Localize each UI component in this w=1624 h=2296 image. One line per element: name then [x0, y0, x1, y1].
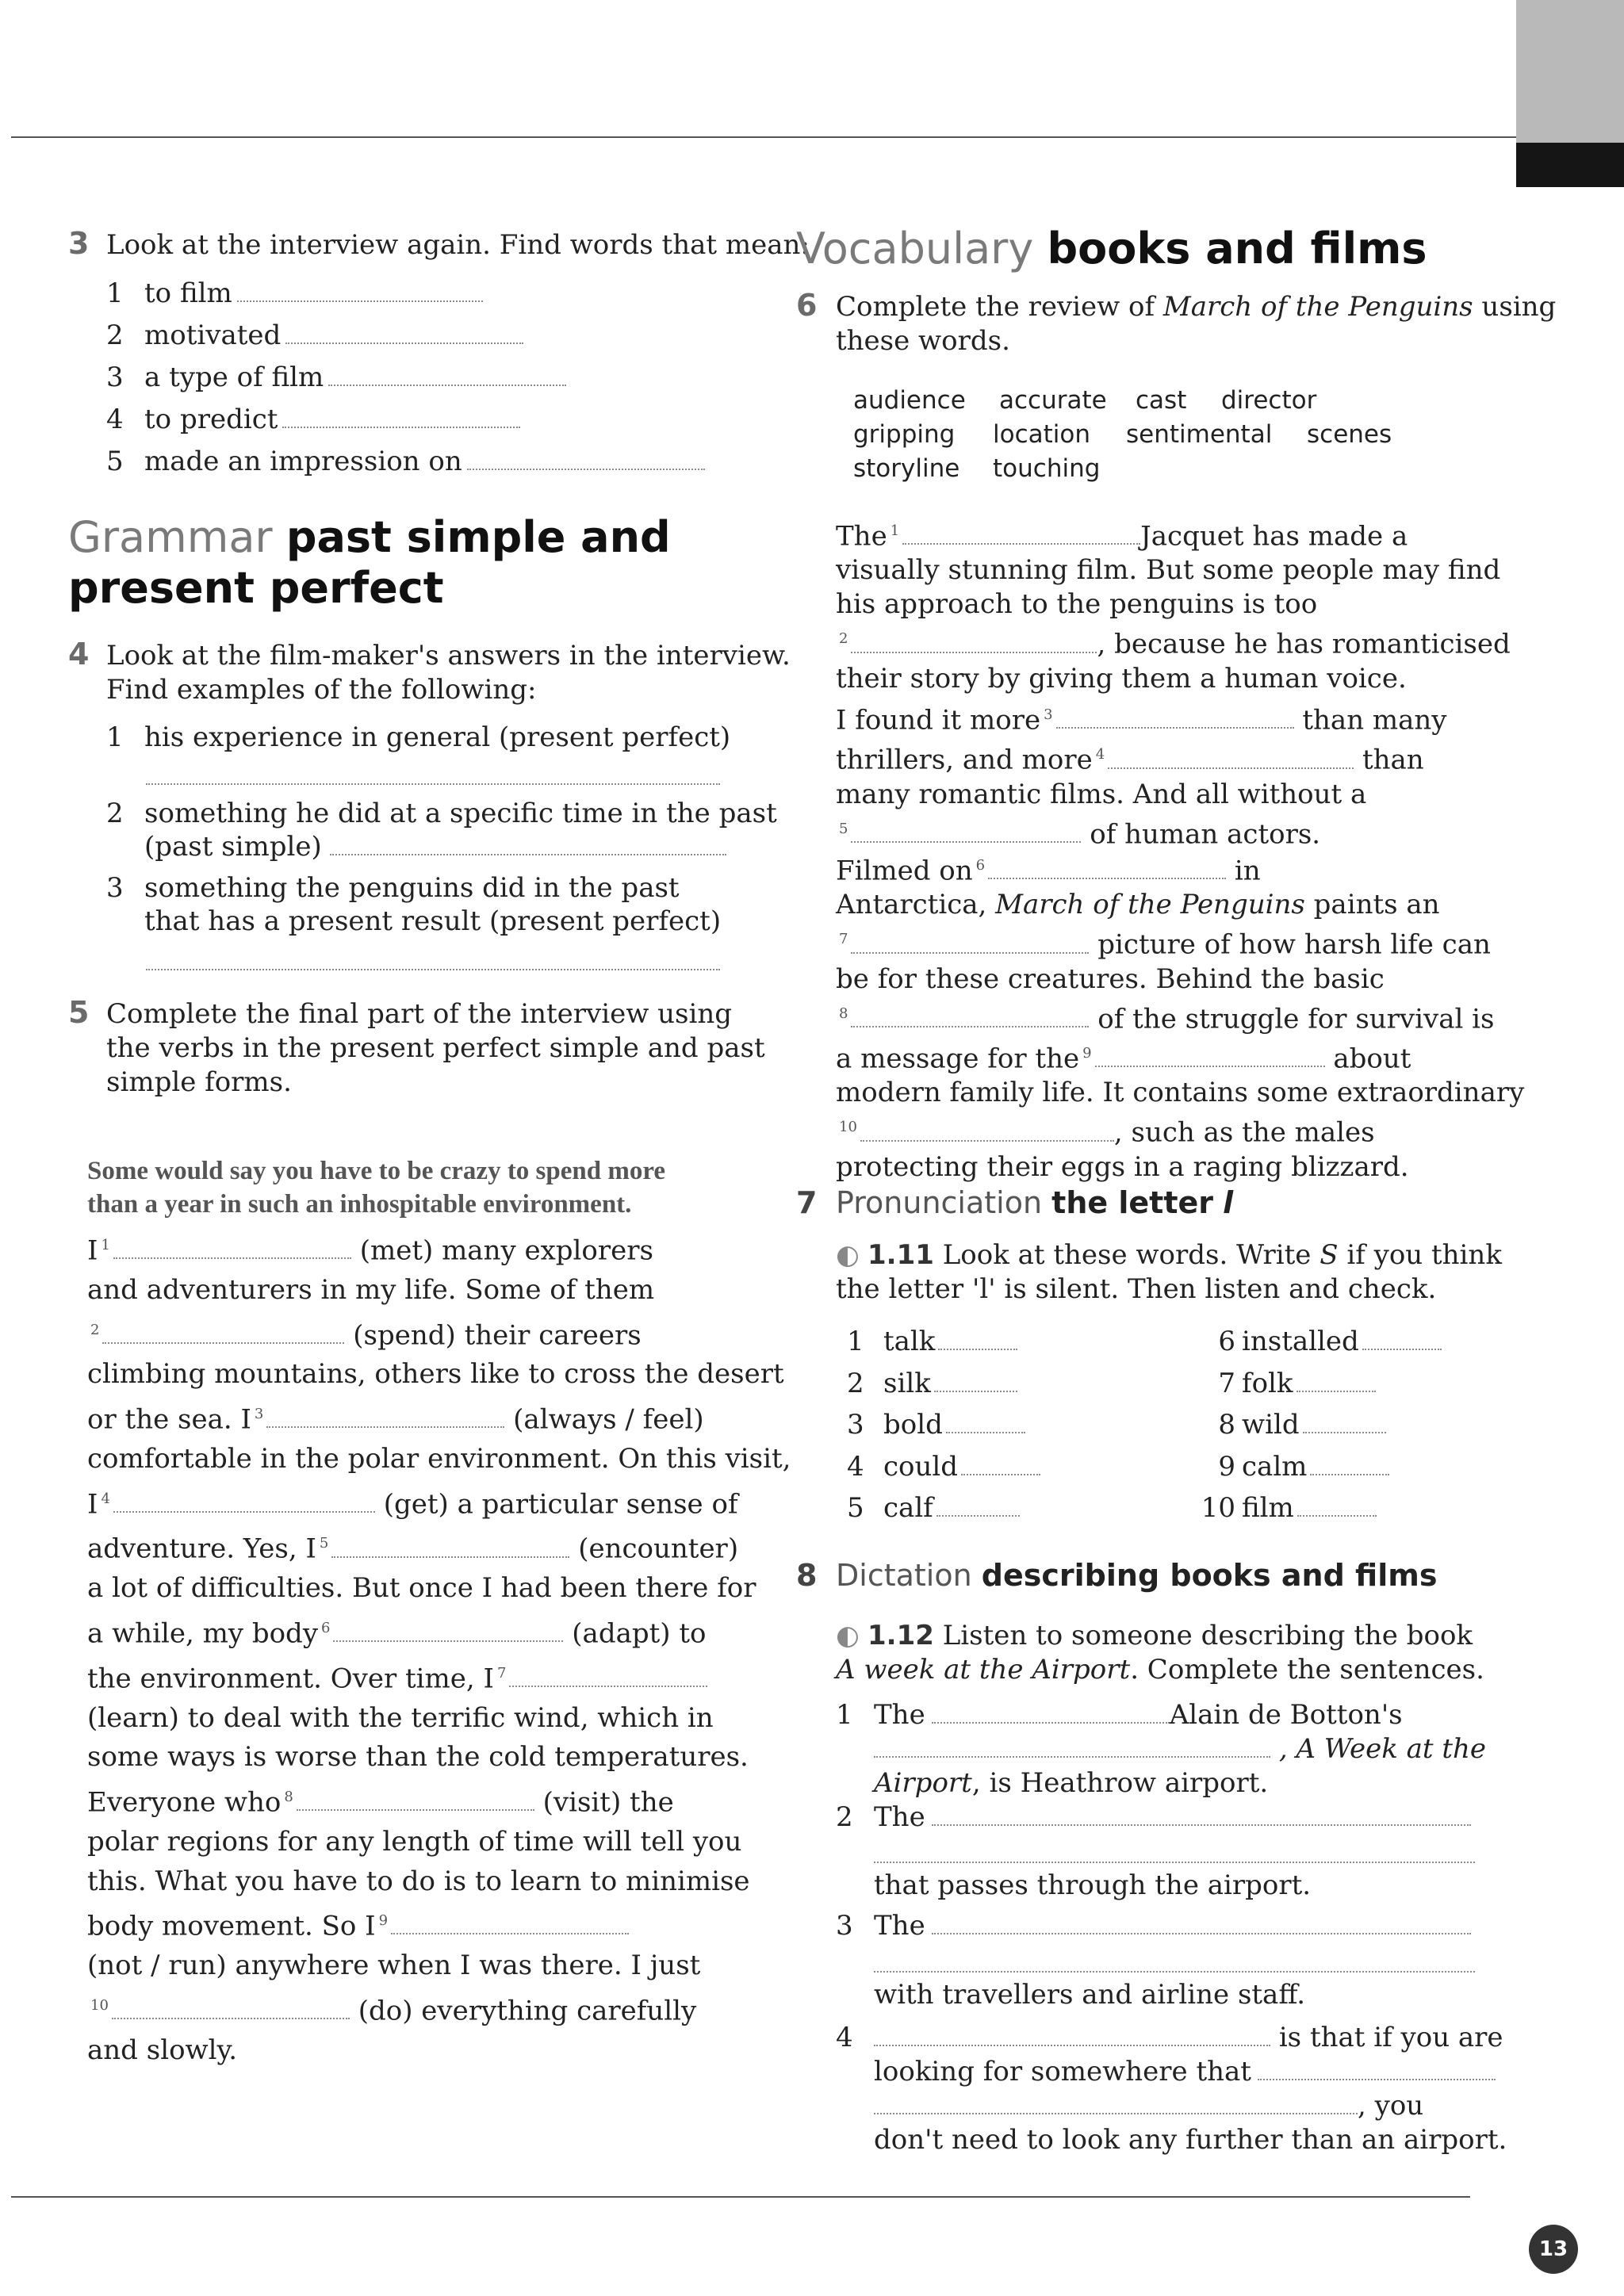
answer-line[interactable] [146, 783, 720, 785]
question-line2: than a year in such an inhospitable environment. [87, 1190, 632, 1219]
interview-question [87, 1154, 665, 1221]
ex3-item-number: 5 [106, 446, 124, 477]
ex3-item-text: a type of film [144, 362, 324, 393]
ex7-left-list [847, 1321, 1040, 1529]
answer-blank[interactable] [1297, 1494, 1377, 1517]
page-number-badge [1529, 2225, 1578, 2274]
answer-line-13: some ways is worse than the cold temperatures. [87, 1741, 749, 1774]
answer-line-17: body movement. So I $^9$ [87, 1901, 745, 1946]
answer-blank[interactable] [282, 406, 520, 428]
ex3-instruction-text: Look at the interview again. Find words that mean: [106, 229, 810, 261]
answer-line[interactable] [874, 1862, 1475, 1863]
answer-line-18: (not / run) anywhere when I was there. I just [87, 1950, 701, 1982]
gap-9[interactable] [391, 1912, 629, 1934]
ex4-item-2-cont [144, 831, 726, 863]
gap-1[interactable] [113, 1237, 351, 1259]
answer-line-7: I $^4$ (get) a particular sense of [87, 1487, 738, 1520]
ex4-instruction-line2: Find examples of the following: [106, 674, 537, 706]
ex5-line1: Complete the final part of the interview using [106, 998, 733, 1030]
ex7-right-list [1185, 1321, 1442, 1529]
gap-10[interactable] [860, 1119, 1114, 1142]
word-item: 3 bold [847, 1404, 1040, 1446]
gap-3[interactable] [1056, 706, 1294, 729]
ex7-heading: 7 Pronunciation the letter l [796, 1185, 1234, 1220]
answer-line-14: Everyone who $^8$ (visit) the [87, 1786, 674, 1819]
grammar-heading [68, 512, 671, 614]
word-item: 9 calm [1185, 1446, 1442, 1488]
gap-7[interactable] [851, 932, 1089, 954]
answer-blank[interactable] [328, 364, 566, 386]
ex3-item-1 [106, 277, 483, 309]
ex7-line2: the letter 'l' is silent. Then listen and check. [836, 1273, 1437, 1305]
ex4-item-2 [106, 798, 777, 829]
word-item: 2 silk [847, 1363, 1040, 1405]
answer-blank[interactable] [874, 2092, 1358, 2114]
answer-line-15: polar regions for any length of time will tell you [87, 1825, 742, 1858]
sentence-1-line2: , A Week at the [874, 1732, 1486, 1766]
question-line1: Some would say you have to be crazy to spend more [87, 1157, 666, 1185]
word-item: 10 film [1185, 1487, 1442, 1529]
ex4-instruction [68, 637, 791, 707]
answer-blank[interactable] [237, 280, 483, 302]
gap-1[interactable] [902, 522, 1140, 545]
word-item: 1 talk [847, 1321, 1040, 1363]
top-rule [11, 136, 1518, 138]
answer-line-12: (learn) to deal with the terrific wind, which in [87, 1701, 714, 1734]
answer-blank[interactable] [330, 833, 726, 855]
ex6-line2: these words. [836, 325, 1010, 357]
gap-6[interactable] [333, 1620, 563, 1642]
answer-line-19: $^{10}$ (do) everything carefully [90, 1994, 697, 2026]
corner-tab-grey [1516, 0, 1624, 143]
answer-blank[interactable] [1362, 1328, 1442, 1350]
page-number: 13 [1538, 2237, 1568, 2261]
answer-blank[interactable] [932, 1804, 1471, 1826]
ex8-instruction: ◐ 1.12 Listen to someone describing the book A week at the Airport. Complete the sentences. [836, 1620, 1484, 1686]
answer-line[interactable] [874, 1971, 1475, 1973]
ex4-item-3-cont [144, 905, 721, 937]
ex3-item-3 [106, 362, 566, 393]
word-item: 4 could [847, 1446, 1040, 1488]
gap-4[interactable] [1108, 747, 1354, 769]
answer-blank[interactable] [874, 1735, 1270, 1758]
ex8-prefix: Dictation [836, 1558, 972, 1593]
ex8-number: 8 [796, 1558, 818, 1593]
bottom-rule [11, 2196, 1470, 2198]
gap-8[interactable] [297, 1789, 534, 1811]
vocabulary-heading [796, 224, 1427, 274]
grammar-title-line2: present perfect [68, 563, 444, 613]
word-item: 6 installed [1185, 1321, 1442, 1363]
gap-5[interactable] [331, 1536, 569, 1558]
answer-blank[interactable] [961, 1453, 1040, 1475]
ex3-item-number: 4 [106, 404, 124, 435]
sentence-1: 1 The Alain de Botton's [836, 1699, 1403, 1731]
gap-9[interactable] [1095, 1045, 1325, 1067]
ex7-instruction: ◐ 1.11 Look at these words. Write S if you think the letter 'l' is silent. Then listen and check. [836, 1239, 1502, 1305]
ex4-item-number: 1 [106, 721, 124, 753]
word-row-2: gripping location sentimental scenes [853, 420, 1392, 449]
film-title: March of the Penguins [1162, 291, 1473, 323]
ex4-number: 4 [68, 637, 90, 672]
ex3-item-5 [106, 446, 705, 477]
ex7-prefix: Pronunciation [836, 1185, 1043, 1220]
ex3-instruction [68, 227, 810, 262]
ex8-heading [796, 1557, 1437, 1594]
answer-line-20: and slowly. [87, 2034, 238, 2066]
gap-8[interactable] [851, 1005, 1089, 1027]
answer-blank[interactable] [1258, 2058, 1496, 2080]
answer-line-9: a lot of difficulties. But once I had been there for [87, 1572, 756, 1605]
gap-3[interactable] [266, 1406, 504, 1428]
answer-line-3: $^2$ (spend) their careers [90, 1318, 642, 1351]
ex5-instruction [68, 996, 765, 1100]
sentence-2-line3: that passes through the airport. [874, 1869, 1312, 1901]
ex3-item-number: 1 [106, 277, 124, 309]
ex4-item-text: something he did at a specific time in the past [144, 798, 777, 829]
ex3-number: 3 [68, 226, 90, 261]
answer-blank[interactable] [1303, 1411, 1386, 1433]
vocab-title: books and films [1047, 224, 1427, 274]
answer-line-2: and adventurers in my life. Some of them [87, 1273, 655, 1306]
answer-line-11: the environment. Over time, I $^7$ [87, 1654, 745, 1699]
answer-blank[interactable] [1310, 1453, 1389, 1475]
gap-7[interactable] [509, 1665, 707, 1687]
answer-blank[interactable] [946, 1411, 1025, 1433]
answer-line-16: this. What you have to do is to learn to minimise [87, 1865, 750, 1897]
answer-blank[interactable] [936, 1494, 1020, 1517]
ex3-item-text: to film [144, 277, 232, 309]
gap-2[interactable] [102, 1322, 344, 1344]
answer-blank[interactable] [932, 1701, 1170, 1724]
sentence-4-line2: looking for somewhere that [874, 2055, 1496, 2089]
review-paragraph-3: Filmed on $^6$ in Antarctica, March of the Penguins paints an $^7$ picture of how harsh life can be for these creatures. Behind the basic $^8$ of the struggle for survival is a message for the $^9$ about modern family life. It contains some extraordinary $^{10}$ , such as the males protecting their eggs in a raging blizzard. [836, 855, 1525, 1183]
sentence-1-line3: Airport, is Heathrow airport. [874, 1767, 1269, 1799]
ex4-instruction-line1: Look at the film-maker's answers in the interview. [106, 640, 791, 672]
ex3-item-text: to predict [144, 404, 278, 435]
word-item: 7 folk [1185, 1363, 1442, 1405]
audio-icon[interactable]: ◐ [836, 1620, 860, 1651]
review-paragraph-1: The $^1$ Jacquet has made a visually stunning film. But some people may find his approach to the penguins is too $^2$ , because he has romanticised their story by giving them a human voice. [836, 520, 1511, 695]
track-number: 1.12 [868, 1620, 934, 1651]
ex4-item-3 [106, 872, 680, 904]
answer-line-8: adventure. Yes, I $^5$ (encounter) [87, 1533, 739, 1565]
interview-answer [87, 1226, 791, 2070]
sentence-4-line4: don't need to look any further than an airport. [874, 2124, 1507, 2156]
vocab-prefix: Vocabulary [796, 224, 1034, 274]
answer-line-10: a while, my body $^6$ (adapt) to [87, 1617, 707, 1650]
word-row-1: audience accurate cast director [853, 386, 1317, 415]
ex4-item-text: his experience in general (present perfect) [144, 721, 731, 753]
gap-10[interactable] [112, 1997, 350, 2019]
ex4-item-text-cont: that has a present result (present perfect) [144, 905, 722, 937]
grammar-prefix: Grammar [68, 512, 273, 562]
sentence-2: 2 The [836, 1800, 1471, 1835]
gap-6[interactable] [988, 857, 1226, 879]
ex4-item-1 [106, 721, 730, 753]
ex7-title: the letter [1051, 1185, 1214, 1220]
answer-line-1: I $^1$ (met) many explorers [87, 1234, 653, 1267]
ex3-item-4 [106, 404, 520, 435]
answer-line[interactable] [146, 969, 720, 970]
ex6-number: 6 [796, 288, 818, 323]
sentence-4: 4 is that if you are [836, 2022, 1503, 2053]
ex4-item-number: 3 [106, 872, 124, 904]
answer-blank[interactable] [938, 1328, 1017, 1350]
ex3-item-number: 3 [106, 362, 124, 393]
gap-2[interactable] [851, 631, 1097, 653]
audio-icon[interactable]: ◐ [836, 1239, 860, 1271]
answer-line-5: or the sea. I $^3$ (always / feel) [87, 1403, 704, 1436]
grammar-title-line1: past simple and [285, 512, 671, 562]
ex5-line2: the verbs in the present perfect simple and past [106, 1032, 765, 1064]
answer-blank[interactable] [467, 448, 705, 470]
gap-4[interactable] [113, 1490, 375, 1513]
answer-line-6: comfortable in the polar environment. On this visit, [87, 1442, 791, 1475]
gap-5[interactable] [851, 821, 1081, 843]
sentence-3-line3: with travellers and airline staff. [874, 1979, 1306, 2011]
ex3-item-text: made an impression on [144, 446, 462, 477]
answer-blank[interactable] [934, 1370, 1017, 1392]
corner-tab-black [1516, 143, 1624, 187]
word-row-3: storyline touching [853, 454, 1101, 483]
answer-blank[interactable] [285, 322, 523, 344]
sentence-4-line3: , you [874, 2089, 1423, 2123]
grammar-heading-line1 [68, 512, 671, 563]
ex7-number: 7 [796, 1185, 818, 1220]
ex3-item-number: 2 [106, 320, 124, 351]
review-paragraph-2: I found it more $^3$ than many thrillers, and more $^4$ than many romantic films. And all without a $^5$ of human actors. [836, 704, 1447, 850]
ex3-item-text: motivated [144, 320, 282, 351]
ex4-item-text: something the penguins did in the past [144, 872, 680, 904]
word-item: 8 wild [1185, 1404, 1442, 1446]
ex6-instruction: 6 Complete the review of March of the Penguins using these words. [796, 288, 1557, 357]
ex5-number: 5 [68, 995, 90, 1030]
word-box [853, 384, 1392, 486]
ex4-item-text-cont: (past simple) [144, 831, 322, 863]
answer-blank[interactable] [874, 2024, 1270, 2046]
ex8-title: describing books and films [981, 1558, 1438, 1593]
ex3-item-2 [106, 320, 523, 351]
word-item: 5 calf [847, 1487, 1040, 1529]
answer-blank[interactable] [1297, 1370, 1376, 1392]
ex5-line3: simple forms. [106, 1066, 292, 1098]
sentence-3: 3 The [836, 1909, 1471, 1943]
answer-line-4: climbing mountains, others like to cross the desert [87, 1358, 784, 1391]
track-number: 1.11 [868, 1239, 934, 1271]
ex4-item-number: 2 [106, 798, 124, 829]
answer-blank[interactable] [932, 1912, 1471, 1934]
